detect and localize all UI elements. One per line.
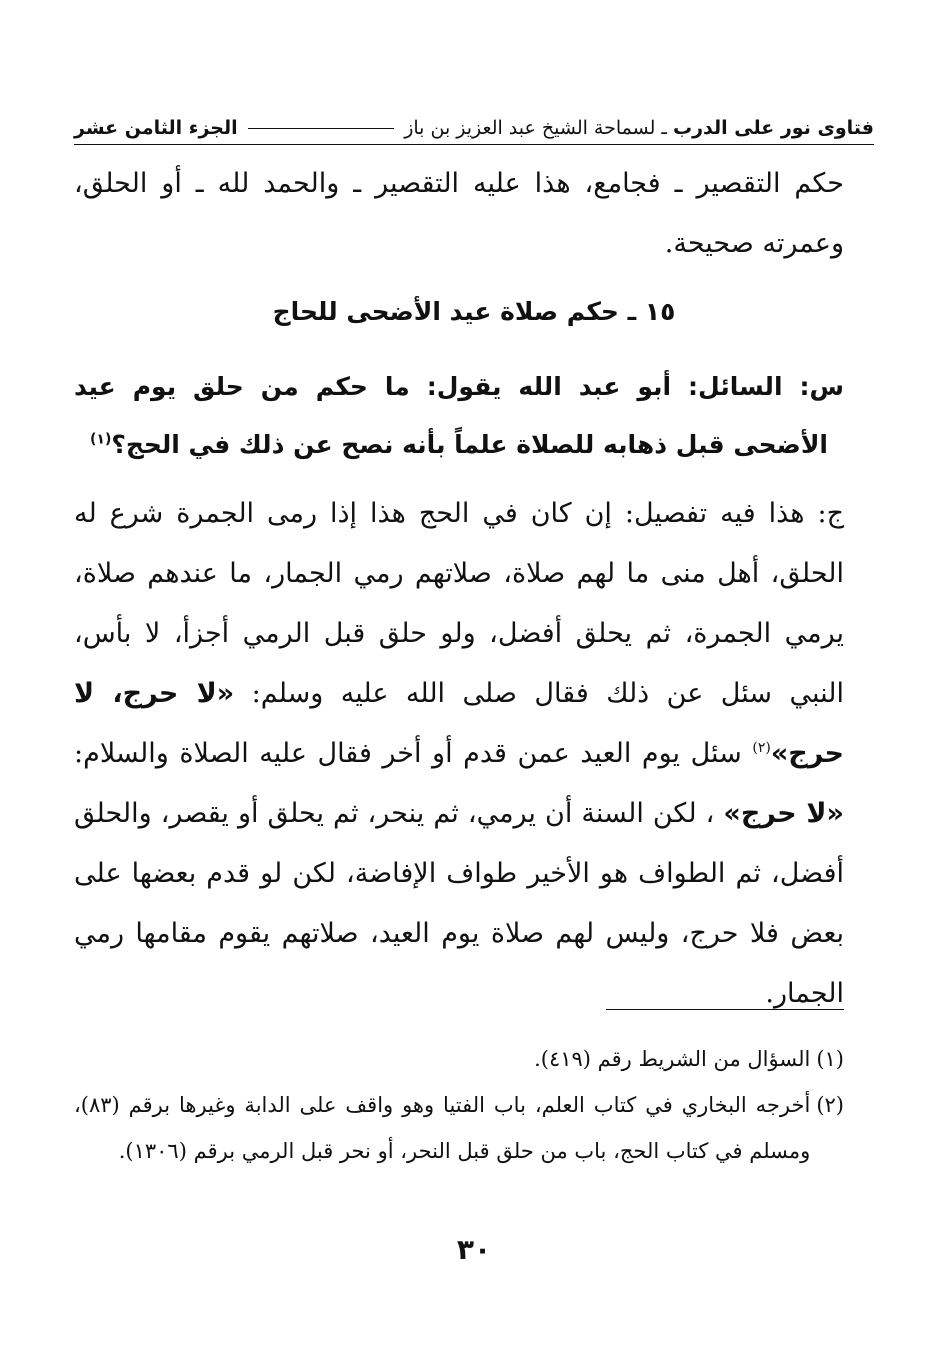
book-title: فتاوى نور على الدرب [673,117,874,139]
volume-label: الجزء الثامن عشر [74,117,238,139]
section-heading [0,292,948,332]
footnote-ref-1[interactable]: (١) [89,431,112,448]
answer-text-2: سئل يوم العيد عمن قدم أو أخر فقال عليه الصلاة والسلام: [74,738,742,769]
answer-paragraph [74,484,844,1024]
footnote-ref-2[interactable]: (٢) [752,740,771,756]
footnote-item [74,1082,844,1174]
footnote-separator [606,1009,844,1010]
question-text: س: السائل: أبو عبد الله يقول: ما حكم من حلق يوم عيد الأضحى قبل ذهابه للصلاة علماً بأنه نصح عن ذلك في الحج؟ [74,372,844,459]
section-title: ـ حكم صلاة عيد الأضحى للحاج [272,297,637,326]
section-number: ١٥ [644,297,676,326]
footnotes [74,1036,844,1174]
footnote-text: السؤال من الشريط رقم (٤١٩). [534,1047,811,1071]
answer-text-3: ، لكن السنة أن يرمي، ثم ينحر، ثم يحلق أو يقصر، والحلق أفضل، ثم الطواف هو الأخير طواف الإفاضة، لكن لو قدم بعضها على بعض فلا حرج، وليس لهم صلاة يوم العيد، صلاتهم يقوم مقامها رمي الجمار. [74,798,844,1009]
running-header [74,112,874,145]
answer-text-1: ج: هذا فيه تفصيل: إن كان في الحج هذا إذا رمى الجمرة شرع له الحلق، أهل منى ما لهم صلاة، صلاتهم رمي الجمار، ما عندهم صلاة، يرمي الجمرة، ثم يحلق أفضل، ولو حلق قبل الرمي أجزأ، لا بأس، النبي سئل عن ذلك فقال صلى الله عليه وسلم: [74,498,844,709]
author-name: ـ لسماحة الشيخ عبد العزيز بن باز [404,117,667,139]
footnote-number: (٢) [816,1093,844,1117]
footnote-number: (١) [816,1047,844,1071]
header-title-group [404,117,874,139]
question-paragraph [74,358,844,474]
intro-paragraph [74,154,844,274]
footnote-item [74,1036,844,1082]
hadith-quote-2: «لا حرج» [723,798,844,829]
intro-text: حكم التقصير ـ فجامع، هذا عليه التقصير ـ والحمد لله ـ أو الحلق، وعمرته صحيحة. [74,168,844,259]
header-rule [248,128,395,129]
page-number: ٣٠ [456,1233,492,1266]
hadith-quote-1: «لا حرج، لا حرج» [74,678,844,769]
footnote-text: أخرجه البخاري في كتاب العلم، باب الفتيا وهو واقف على الدابة وغيرها برقم (٨٣)، ومسلم في كتاب الحج، باب من حلق قبل النحر، أو نحر قبل الرمي برقم (١٣٠٦). [74,1093,811,1163]
